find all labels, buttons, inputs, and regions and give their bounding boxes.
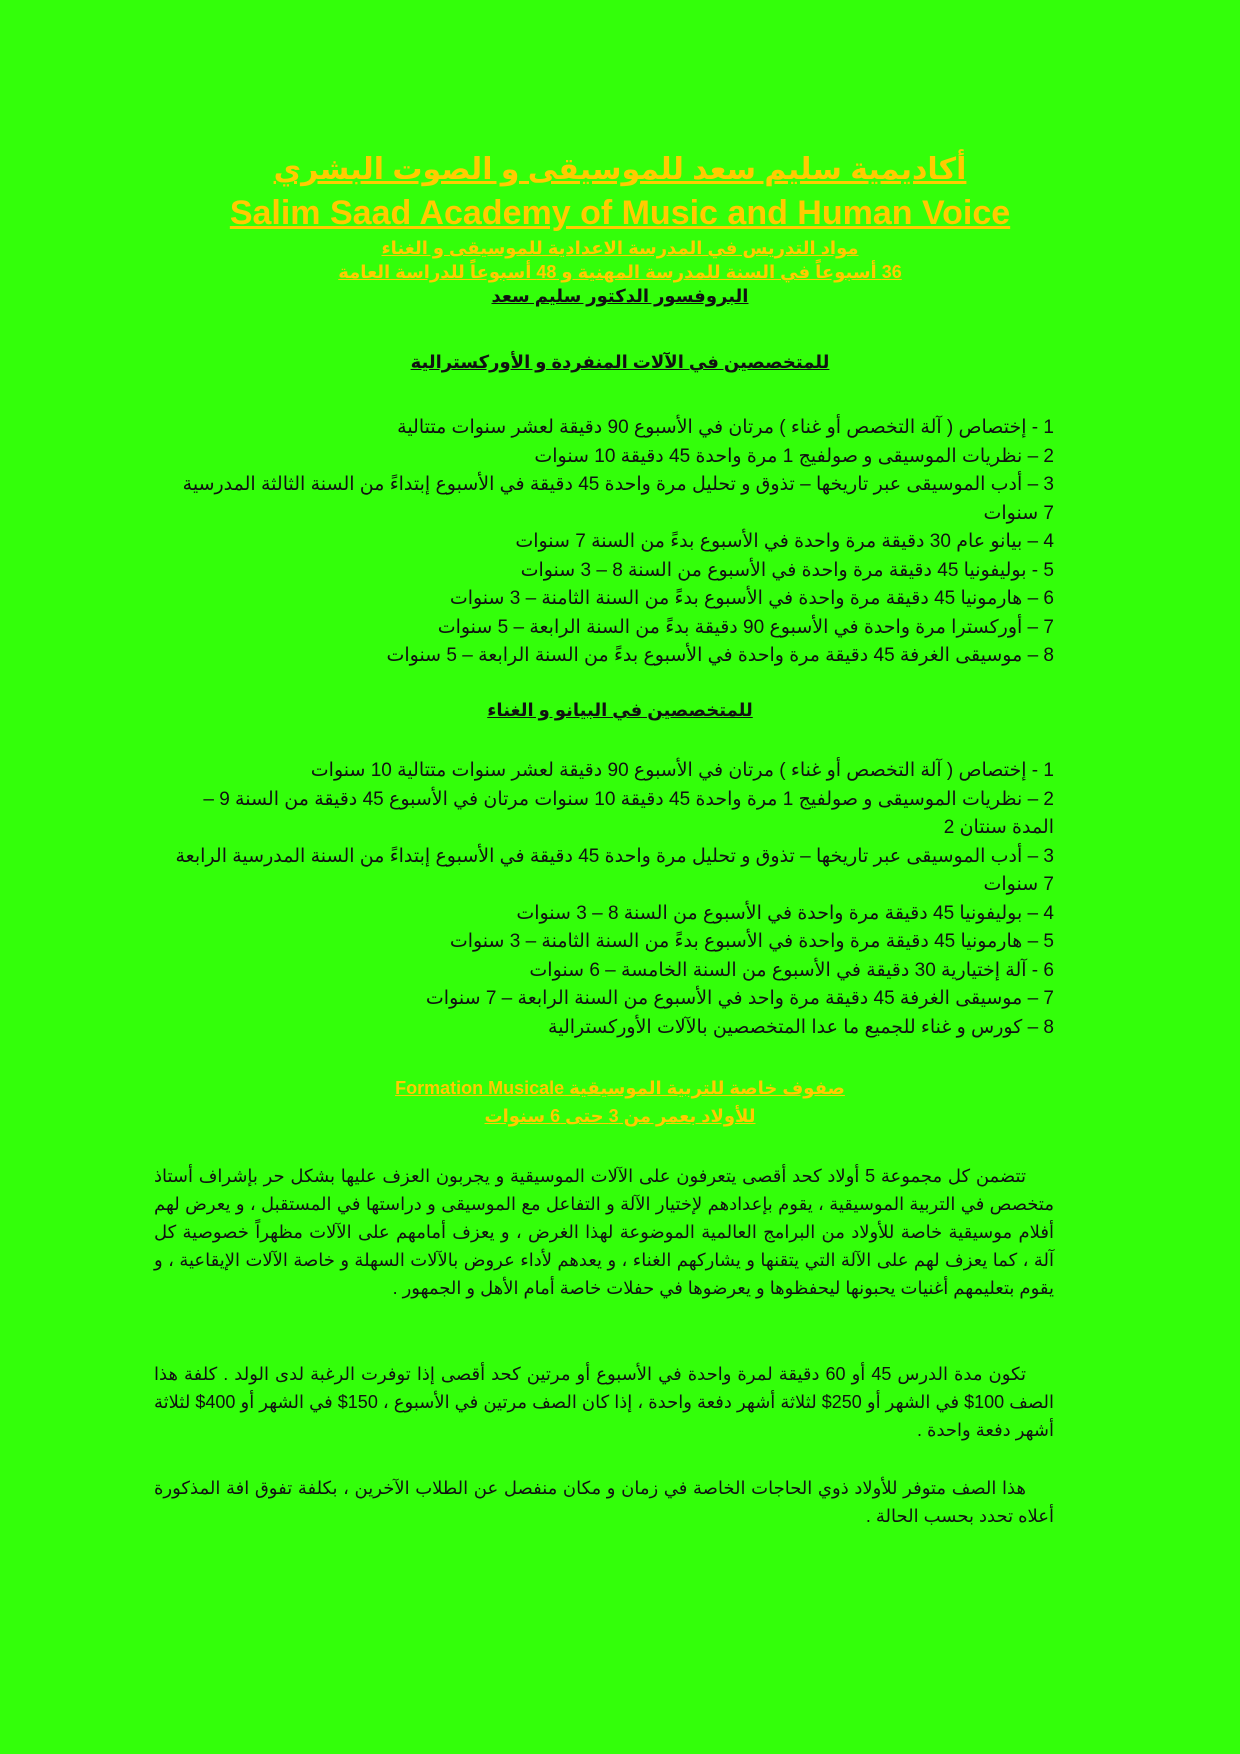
list-item: 3 – أدب الموسيقى عبر تاريخها – تذوق و تحليل مرة واحدة 45 دقيقة في الأسبوع إبتداءً من السنة الثالثة المدرسية 7 سنوات — [182, 474, 1054, 524]
paragraph-special-needs: هذا الصف متوفر للأولاد ذوي الحاجات الخاصة في زمان و مكان منفصل عن الطلاب الآخرين ، بكلفة تفوق افة المذكورة أعلاه تحدد بحسب الحالة . — [154, 1478, 1054, 1526]
academy-title-arabic: أكاديمية سليم سعد للموسيقى و الصوت البشري — [273, 153, 967, 186]
list-item: 1 - إختصاص ( آلة التخصص أو غناء ) مرتان في الأسبوع 90 دقيقة لعشر سنوات متتالية 10 سنوات — [310, 760, 1054, 781]
section-title-piano-singing: للمتخصصين في البيانو و الغناء — [487, 700, 753, 720]
subtitle-weeks: 36 أسبوعاً في السنة للمدرسة المهنية و 48 أسبوعاً للدراسة العامة — [338, 262, 902, 282]
paragraph-pricing: تكون مدة الدرس 45 أو 60 دقيقة لمرة واحدة في الأسبوع أو مرتين كحد أقصى إذا توفرت الرغبة لدى الولد . كلفة هذا الصف 100$ في الشهر أو 250$ لثلاثة أشهر دفعة واحدة ، إذا كان الصف مرتين في الأسبوع ، 150$ في الشهر أو 400$ لثلاثة أشهر دفعة واحدة . — [154, 1364, 1054, 1440]
formation-musicale-age-range: للأولاد بعمر من 3 حتى 6 سنوات — [484, 1106, 756, 1126]
formation-musicale-title: صفوف خاصة للتربية الموسيقية Formation Musicale — [395, 1078, 845, 1098]
list-piano-singing — [174, 757, 1054, 1042]
list-item: 5 - بوليفونيا 45 دقيقة مرة واحدة في الأسبوع من السنة 8 – 3 سنوات — [520, 559, 1054, 581]
formation-musicale-heading — [140, 1074, 1100, 1130]
list-item: 5 – هارمونيا 45 دقيقة مرة واحدة في الأسبوع بدءً من السنة الثامنة – 3 سنوات — [449, 931, 1054, 952]
list-item: 6 - آلة إختيارية 30 دقيقة في الأسبوع من السنة الخامسة – 6 سنوات — [529, 959, 1054, 981]
section-title-solo-orchestral: للمتخصصين في الآلات المنفردة و الأوركسترالية — [410, 352, 830, 372]
list-item: 1 - إختصاص ( آلة التخصص أو غناء ) مرتان في الأسبوع 90 دقيقة لعشر سنوات متتالية — [397, 417, 1054, 438]
list-item: 4 – بيانو عام 30 دقيقة مرة واحدة في الأسبوع بدءً من السنة 7 سنوات — [515, 531, 1054, 552]
document-header — [140, 150, 1100, 308]
list-item: 3 – أدب الموسيقى عبر تاريخها – تذوق و تحليل مرة واحدة 45 دقيقة في الأسبوع إبتداءً من السنة المدرسية الرابعة 7 سنوات — [175, 845, 1054, 895]
subtitle-curriculum: مواد التدريس في المدرسة الاعدادية للموسيقى و الغناء — [381, 238, 859, 258]
list-item: 2 – نظريات الموسيقى و صولفيج 1 مرة واحدة 45 دقيقة 10 سنوات مرتان في الأسبوع 45 دقيقة من السنة 9 – المدة سنتان 2 — [203, 788, 1054, 838]
list-item: 2 – نظريات الموسيقى و صولفيج 1 مرة واحدة 45 دقيقة 10 سنوات — [534, 445, 1054, 467]
professor-name: البروفسور الدكتور سليم سعد — [491, 286, 749, 306]
list-item: 8 – كورس و غناء للجميع ما عدا المتخصصين بالآلات الأوركسترالية — [548, 1016, 1054, 1038]
academy-title-english: Salim Saad Academy of Music and Human Voice — [229, 194, 1011, 232]
list-item: 4 – بوليفونيا 45 دقيقة مرة واحدة في الأسبوع من السنة 8 – 3 سنوات — [516, 902, 1054, 924]
list-item: 7 – موسيقى الغرفة 45 دقيقة مرة واحد في الأسبوع من السنة الرابعة – 7 سنوات — [425, 988, 1054, 1009]
paragraph-description: تتضمن كل مجموعة 5 أولاد كحد أقصى يتعرفون على الآلات الموسيقية و يجربون العزف عليها بشكل حر بإشراف أستاذ متخصص في التربية الموسيقية ، يقوم بإعدادهم لإختيار الآلة و التفاعل مع الموسيقى و دراستها في المستقبل ، و يعرض لهم أفلام موسيقية خاصة للأولاد من البرامج العالمية الموضوعة لهذا الغرض ، و يعزف أمامهم على الآلات مظهراً خصوصية كل آلة ، كما يعزف لهم على الآلة التي يتقنها و يشاركهم الغناء ، و يعدهم لأداء عروض بالآلات السهلة و خاصة الآلات الإيقاعية ، و يقوم بتعليمهم أغنيات يحبونها ليحفظوها و يعرضوها في حفلات خاصة أمام الأهل و الجمهور . — [154, 1166, 1054, 1298]
list-item: 7 – أوركسترا مرة واحدة في الأسبوع 90 دقيقة بدءً من السنة الرابعة – 5 سنوات — [437, 616, 1054, 638]
list-item: 6 – هارمونيا 45 دقيقة مرة واحدة في الأسبوع بدءً من السنة الثامنة – 3 سنوات — [449, 588, 1054, 609]
list-solo-orchestral — [174, 414, 1054, 671]
list-item: 8 – موسيقى الغرفة 45 دقيقة مرة واحدة في الأسبوع بدءً من السنة الرابعة – 5 سنوات — [386, 645, 1054, 666]
